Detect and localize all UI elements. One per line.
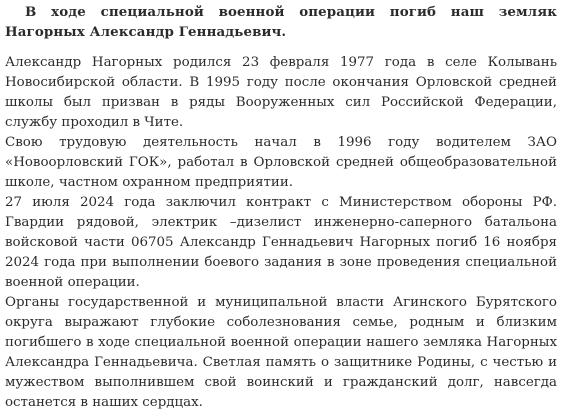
article-title: В ходе специальной военной операции погиб наш земляк Нагорных Александр Геннадьевич. xyxy=(5,4,557,40)
paragraph-condolences: Органы государственной и муниципальной власти Агинского Бурятского округа выражают глубокие соболезнования семье, родным и близким погибшего в ходе специальной военной операции нашего земляка Нагорных Александра Геннадьевича. Светлая память о защитнике Родины, с честью и мужеством выполнившем свой воинский и гражданский долг, навсегда останется в наших сердцах. xyxy=(5,295,557,410)
title-spacer xyxy=(5,42,557,53)
paragraph-career: Свою трудовую деятельность начал в 1996 году водителем ЗАО «Новоорловский ГОК», работал в Орловской средней общеобразовательной школе, частном охранном предприятии. xyxy=(5,135,557,190)
paragraph-birth: Александр Нагорных родился 23 февраля 1977 года в селе Колывань Новосибирской области. В 1995 году после окончания Орловской средней школы был призван в ряды Вооруженных сил Российской Федерации, службу проходил в Чите. xyxy=(5,55,557,130)
paragraph-service: 27 июля 2024 года заключил контракт с Министерством обороны РФ. Гвардии рядовой, электрик –дизелист инженерно-саперного батальона войсковой части 06705 Александр Геннадьевич Нагорных погиб 16 ноября 2024 года при выполнении боевого задания в зоне проведения специальной военной операции. xyxy=(5,195,557,290)
article xyxy=(5,0,557,413)
